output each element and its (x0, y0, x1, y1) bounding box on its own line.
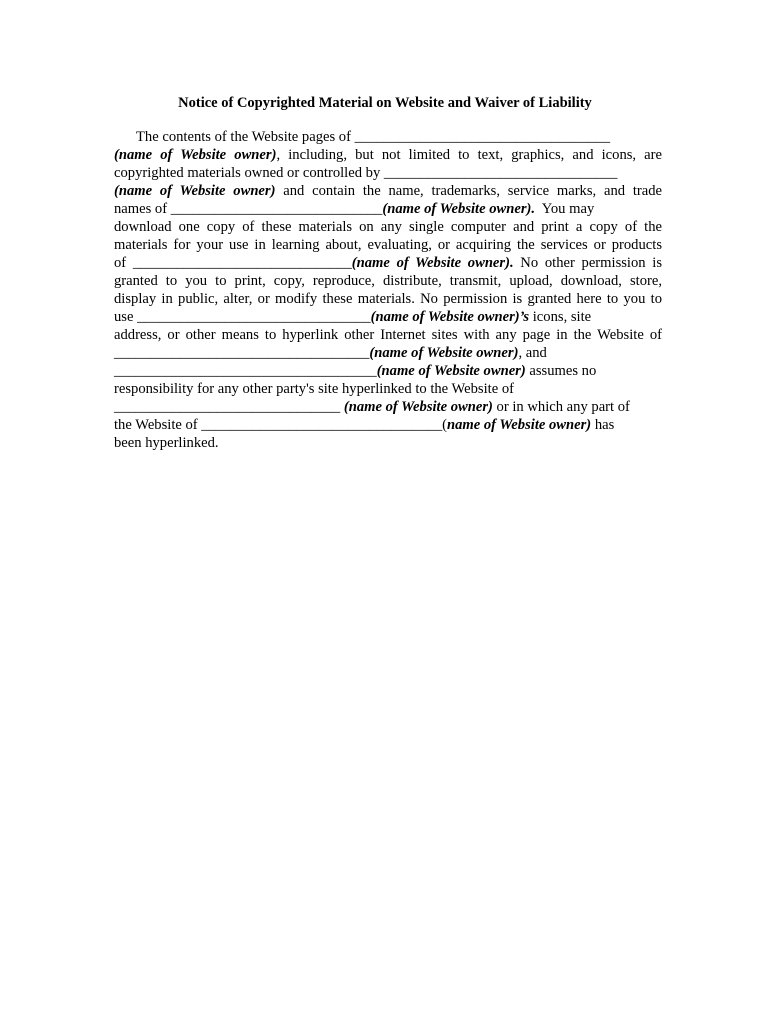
text-segment: download one copy of these materials on any single computer and print a copy of the (114, 219, 662, 235)
owner-placeholder: (name of Website owner). (382, 201, 536, 217)
text-segment: , including, but not limited to text, graphics, and icons, are (276, 147, 662, 163)
text-line (114, 164, 662, 182)
text-line (114, 236, 662, 254)
text-line (114, 272, 662, 290)
text-segment: use ________________________________ (114, 309, 371, 325)
text-line (114, 416, 662, 434)
text-segment: assumes no (525, 363, 597, 379)
text-line (114, 290, 662, 308)
text-segment: has (591, 417, 615, 433)
text-segment: materials for your use in learning about, evaluating, or acquiring the services or products (114, 237, 662, 253)
text-line (114, 146, 662, 164)
text-segment: The contents of the Website pages of ___________________________________ (136, 129, 611, 145)
text-segment: , and (518, 345, 547, 361)
owner-placeholder: (name of Website owner) (343, 399, 493, 415)
text-line (114, 434, 662, 452)
text-segment: _______________________________ (114, 399, 344, 415)
text-segment: and contain the name, trademarks, service marks, and trade (275, 183, 662, 199)
text-line (114, 326, 662, 344)
text-segment: You may (535, 201, 595, 217)
text-line (114, 200, 662, 218)
document-body (114, 128, 662, 452)
owner-placeholder: (name of Website owner) (114, 147, 277, 163)
text-segment: or in which any part of (492, 399, 630, 415)
text-line (114, 308, 662, 326)
text-segment: the Website of _________________________________( (114, 417, 447, 433)
owner-placeholder: (name of Website owner)’s (370, 309, 530, 325)
text-line (114, 398, 662, 416)
owner-placeholder: (name of Website owner) (114, 183, 276, 199)
document-title: Notice of Copyrighted Material on Website and Waiver of Liability (178, 95, 592, 111)
text-segment: responsibility for any other party's site hyperlinked to the Website of (114, 381, 514, 397)
text-segment: address, or other means to hyperlink other Internet sites with any page in the Website of (114, 327, 662, 343)
text-segment: ___________________________________ (114, 345, 370, 361)
text-line (114, 254, 662, 272)
text-segment: ____________________________________ (114, 363, 377, 379)
text-segment: been hyperlinked. (114, 435, 219, 451)
text-segment: No other permission is (513, 255, 663, 271)
text-segment: granted to you to print, copy, reproduce, distribute, transmit, upload, download, store, (114, 273, 662, 289)
owner-placeholder: name of Website owner) (446, 417, 592, 433)
owner-placeholder: (name of Website owner) (376, 363, 526, 379)
text-line (114, 218, 662, 236)
text-line (114, 344, 662, 362)
text-segment: names of _____________________________ (114, 201, 383, 217)
owner-placeholder: (name of Website owner) (369, 345, 519, 361)
text-line (114, 380, 662, 398)
text-line (114, 362, 662, 380)
text-line (114, 128, 662, 146)
text-line (114, 182, 662, 200)
text-segment: copyrighted materials owned or controlled by ________________________________ (114, 165, 618, 181)
owner-placeholder: (name of Website owner). (351, 255, 514, 271)
text-segment: of ______________________________ (114, 255, 352, 271)
text-segment: icons, site (529, 309, 592, 325)
text-segment: display in public, alter, or modify these materials. No permission is granted here to you to (114, 291, 662, 307)
